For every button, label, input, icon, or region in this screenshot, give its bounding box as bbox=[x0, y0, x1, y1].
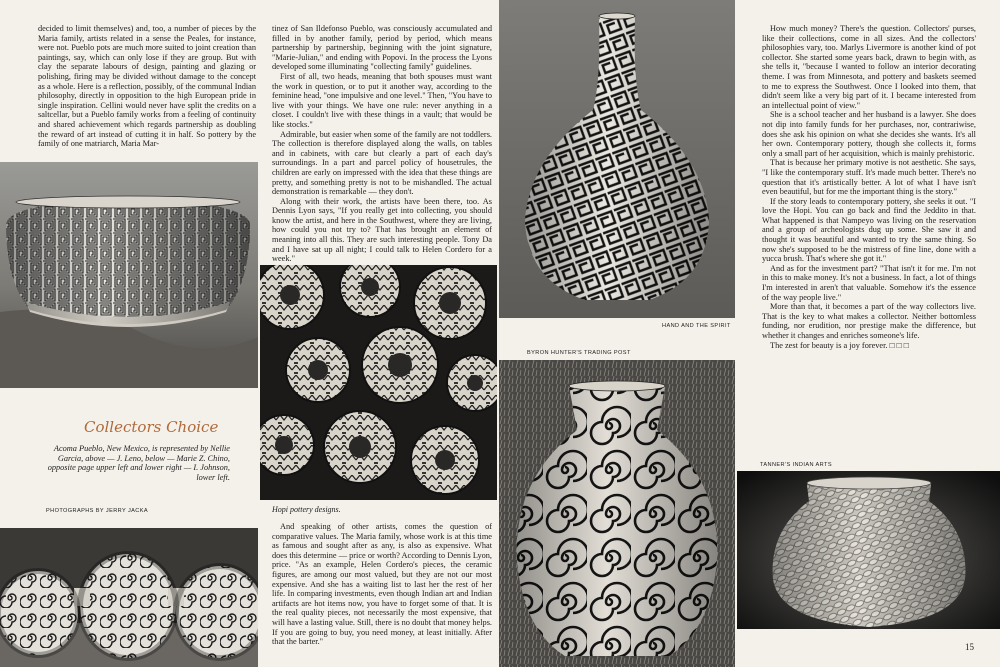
photographer-credit: PHOTOGRAPHS BY JERRY JACKA bbox=[46, 508, 148, 514]
article-title: Collectors Choice bbox=[84, 418, 219, 436]
label-tanner: TANNER'S INDIAN ARTS bbox=[760, 462, 832, 468]
hopi-caption: Hopi pottery designs. bbox=[272, 505, 341, 514]
acoma-pots-row-photo bbox=[0, 528, 258, 667]
col4-text: How much money? There's the question. Collectors' purses, like their collections, come in all sizes. And the collectors' philosophies vary, too. Marlys Livermore is another kind of pot collector. She started some years back, drawn to begin with, as she tells it, "because I wanted to follow an interior decorating theme. I was from Minnesota, and pottery and baskets seemed to me to express the Southwest. Once I looked into them, that didn't seem like a very big part of it. I became interested from an intellectual point of view." She is a school teacher and her husband is a lawyer. She does not dip into family funds for her purchases, nor, contrariwise, does she ask his opinion on what she decides she wants. It's all her own. Contemporary pottery, though she collects it, forms only a small part of her acquisition, which is mainly prehistoric. That is because her primary motive is not aesthetic. She says, "I like the contemporary stuff. It's made much better. There's no question that it's artistically better. A lot of what I have isn't even beautiful, but for me the important thing is the story." If the story leads to contemporary pottery, she seeks it out. "I love the Hopi. You can go back and find the Jeddito in that. What happened is that Nampeyo was living on the reservation and a group of archeologists dug up some. She saw it and thought it was beautiful and wanted to try the same thing. So now she's supposed to be the mistress of fine line, done with a yucca brush. That's where she got it." And as for the investment part? "That isn't it for me. I'm not in this to make money. It's not a business. In fact, a lot of things I'm interested in aren't that valuable. Somehow it's the essence of the way people live." More than that, it becomes a part of the way collectors live. That is the key to what makes a collector. Neither bottomless funding, nor erudition, nor prestige make the difference, but whether it changes and enriches someone's life. The zest for beauty is a joy forever. □ □ □ bbox=[762, 24, 976, 350]
label-hand-spirit: HAND AND THE SPIRIT bbox=[662, 323, 731, 329]
col1-text: decided to limit themselves) and, too, a number of pieces by the Maria family, artists related in a sense the Peales, for instance, were not. Pueblo pots are much more suited to joint creation than paintings, say, which can only lose if they are group. But with clay the separate labours of design, painting and glazing or polishing, firing may be divided without damage to the concept as a whole. Here is a reflection, possibly, of the communal Indian philosophy, directly in opposition to the high European pride in single inspiration. Cellini would never have split the credits on a saltcellar, but a Pueblo family works from a feeling of continuity and shared achievement which regards partnership as doubling the reward of art instead of cutting it in half. So pottery by the family of one matriarch, Maria Mar- bbox=[38, 24, 256, 149]
hopi-pottery-photo bbox=[260, 265, 497, 500]
photo-credit-text: Acoma Pueblo, New Mexico, is represented by Nellie Garcia, above — J. Leno, below — Marie Z. Chino, opposite page upper left and lower right — I. Johnson, lower left. bbox=[47, 444, 230, 482]
acoma-tall-vase-photo bbox=[499, 0, 735, 318]
acoma-spiral-jar-photo bbox=[499, 360, 735, 667]
label-byron-hunter: BYRON HUNTER'S TRADING POST bbox=[527, 350, 631, 356]
corrugated-pot-photo bbox=[737, 471, 1000, 629]
col2-text: tinez of San Ildefonso Pueblo, was consciously accumulated and filled in by another family, period by period, which means partnership by partnership, beginning with the joint signature, "Marie-Julian," and ending with Popovi. In the process the Lyons developed some illuminating "collecting family" guidelines. First of all, two heads, meaning that both spouses must want the work in question, or to put it another way, according to the feminine head, "one impulsive and one level." Then, "You have to live with your things. We have one rule: never anything in a closet. I couldn't live with these things in a vault; that would be like stocks." Admirable, but easier when some of the family are not toddlers. The collection is therefore displayed along the walls, on tables and in cabinets, with care but clearly a part of each day's surroundings. In a part and parcel policy of housetrules, the children are early on impressed with the idea that these things are pretty, and something pretty is not to be mishandled. The actual demonstration is remarkable — they don't. Along with their work, the artists have been there, too. As Dennis Lyon says, "If you really get into collecting, you should know the artist, and here in the Southwest, where they are living, how could you not try to? That has brought an element of meaning into all this. They are such interesting people. Tony Da and I have sat up all night; I could talk to Helen Cordero for a week." bbox=[272, 24, 492, 264]
page-number: 15 bbox=[965, 642, 974, 652]
acoma-bowl-photo bbox=[0, 162, 258, 388]
col2-bottom-text: And speaking of other artists, comes the question of comparative values. The Maria family, whose work is at this time as famous and sought after as any, is also as expensive. What does this determine — price or worth? According to Dennis Lyon, price. "As an example, Helen Cordero's pieces, the ceramic figures, are among our most valued, but they are not our most expensive. And she has a waiting list to last her the rest of her life. In comparing investments, even though Indian art and Indian artifacts are hot items now, you have to forget some of that. It is the real quality pieces, not necessarily the most expensive, that will have a lasting value. Still, there is no doubt that money helps. If you are going to buy, you need money, at least initially. After that the barter." bbox=[272, 522, 492, 647]
